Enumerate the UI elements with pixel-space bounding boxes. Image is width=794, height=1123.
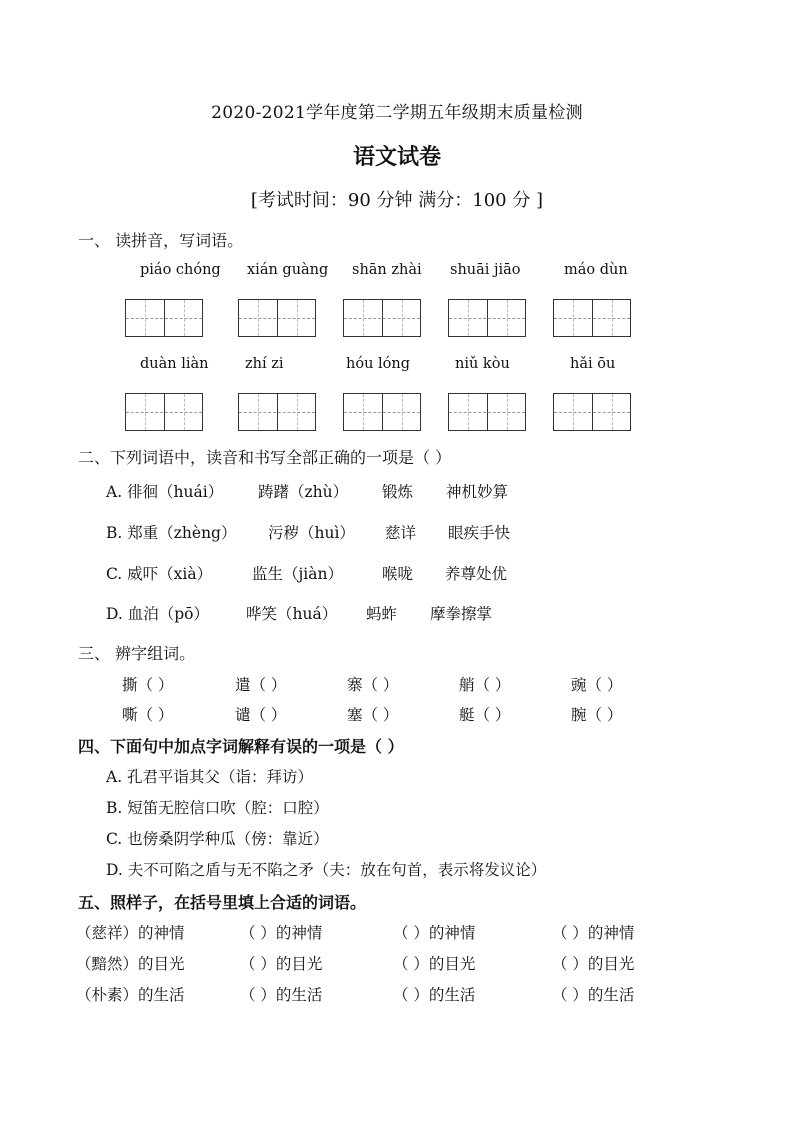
char-compound-item: 谴（ ） (235, 706, 287, 724)
pinyin-label: zhí zi (245, 356, 284, 372)
option-b-word: 污秽（huì） (268, 524, 355, 542)
fill-blank-item: （ ）的生活 (552, 986, 635, 1004)
char-compound-item: 腕（ ） (571, 706, 623, 724)
writing-grid-box[interactable] (238, 393, 316, 431)
writing-grid-box[interactable] (343, 393, 421, 431)
writing-grid-box[interactable] (125, 393, 203, 431)
fill-blank-example: （黯然）的目光 (76, 955, 185, 973)
section-3-title: 三、 辨字组词。 (78, 644, 196, 663)
option-d-word: 摩拳擦掌 (430, 605, 493, 623)
option-c-word: C. 威吓（xià） (106, 565, 213, 583)
section-1-title: 一、 读拼音，写词语。 (78, 231, 244, 250)
option-a-word: A. 徘徊（huái） (106, 483, 224, 501)
pinyin-label: shuāi jiāo (450, 262, 521, 278)
section-5-title: 五、照样子，在括号里填上合适的词语。 (78, 893, 367, 912)
fill-blank-item: （ ）的神情 (393, 924, 476, 942)
option-a: A. 孔君平诣其父（诣：拜访） (106, 768, 314, 786)
exam-info: [考试时间：90 分钟 满分：100 分 ] (250, 190, 544, 211)
fill-blank-example: （慈祥）的神情 (76, 924, 185, 942)
fill-blank-example: （朴素）的生活 (76, 986, 185, 1004)
option-d-word: 蚂蚱 (366, 605, 398, 623)
subject-title: 语文试卷 (352, 144, 441, 170)
fill-blank-item: （ ）的生活 (393, 986, 476, 1004)
writing-grid-box[interactable] (343, 299, 421, 337)
fill-blank-item: （ ）的生活 (240, 986, 323, 1004)
option-c-word: 养尊处优 (445, 565, 508, 583)
pinyin-label: piáo chóng (140, 262, 221, 278)
option-b-word: 眼疾手快 (448, 524, 511, 542)
pinyin-label: duàn liàn (140, 356, 209, 372)
fill-blank-item: （ ）的目光 (552, 955, 635, 973)
exam-header-title: 2020-2021学年度第二学期五年级期末质量检测 (211, 103, 583, 123)
writing-grid-box[interactable] (238, 299, 316, 337)
pinyin-label: hóu lóng (346, 356, 411, 372)
char-compound-item: 塞（ ） (347, 706, 399, 724)
pinyin-label: xián guàng (247, 262, 329, 278)
option-b-word: 慈详 (385, 524, 417, 542)
option-c: C. 也傍桑阴学种瓜（傍：靠近） (106, 830, 329, 848)
fill-blank-item: （ ）的神情 (240, 924, 323, 942)
char-compound-item: 寨（ ） (347, 676, 399, 694)
char-compound-item: 嘶（ ） (122, 706, 174, 724)
option-d-word: 哗笑（huá） (246, 605, 338, 623)
writing-grid-box[interactable] (553, 393, 631, 431)
char-compound-item: 撕（ ） (122, 676, 174, 694)
writing-grid-box[interactable] (448, 299, 526, 337)
option-a-word: 神机妙算 (446, 483, 509, 501)
writing-grid-box[interactable] (553, 299, 631, 337)
char-compound-item: 豌（ ） (571, 676, 623, 694)
fill-blank-item: （ ）的神情 (552, 924, 635, 942)
option-a-word: 锻炼 (382, 483, 414, 501)
pinyin-label: máo dùn (564, 262, 628, 278)
fill-blank-item: （ ）的目光 (240, 955, 323, 973)
section-2-title: 二、下列词语中，读音和书写全部正确的一项是（ ） (78, 448, 452, 467)
char-compound-item: 艄（ ） (459, 676, 511, 694)
pinyin-label: niǔ kòu (455, 356, 510, 372)
writing-grid-box[interactable] (125, 299, 203, 337)
option-a-word: 踌躇（zhù） (258, 483, 349, 501)
section-4-title: 四、下面句中加点字词解释有误的一项是（ ） (78, 737, 404, 756)
fill-blank-item: （ ）的目光 (393, 955, 476, 973)
writing-grid-box[interactable] (448, 393, 526, 431)
char-compound-item: 遣（ ） (235, 676, 287, 694)
option-d: D. 夫不可陷之盾与无不陷之矛（夫：放在句首，表示将发议论） (106, 861, 547, 879)
option-d-word: D. 血泊（pō） (106, 605, 209, 623)
option-c-word: 监生（jiàn） (252, 565, 343, 583)
option-b-word: B. 郑重（zhèng） (106, 524, 237, 542)
option-c-word: 喉咙 (382, 565, 414, 583)
pinyin-label: hǎi ōu (570, 356, 616, 372)
pinyin-label: shān zhài (352, 262, 422, 278)
option-b: B. 短笛无腔信口吹（腔：口腔） (106, 799, 329, 817)
char-compound-item: 艇（ ） (459, 706, 511, 724)
